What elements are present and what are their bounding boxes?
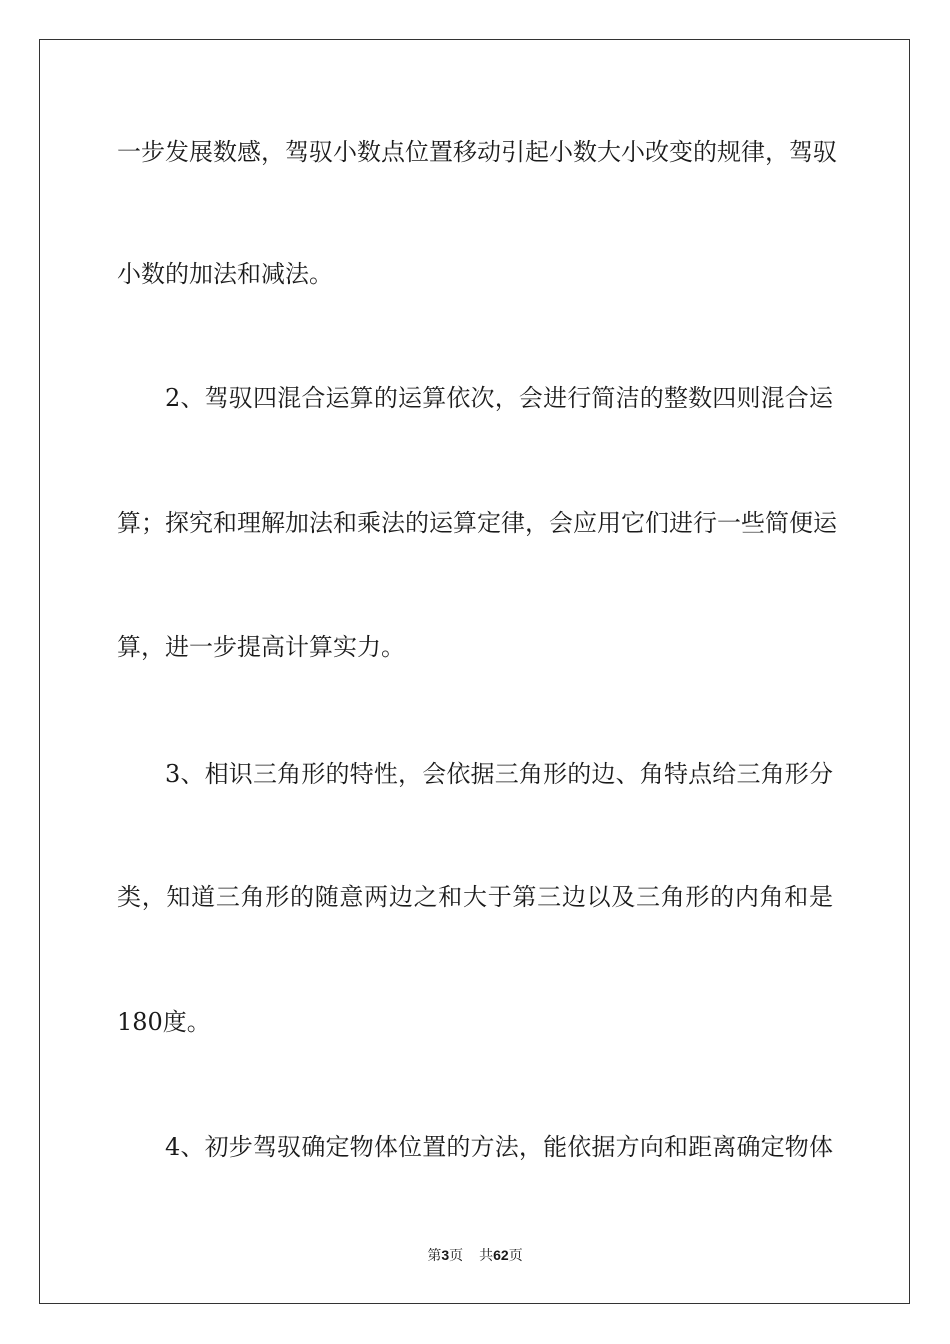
paragraph-line-9: 4、初步驾驭确定物体位置的方法，能依据方向和距离确定物体 [165, 1133, 833, 1161]
paragraph-line-5: 算，进一步提高计算实力。 [117, 633, 405, 661]
total-prefix: 共 [479, 1248, 494, 1264]
page-border [39, 39, 910, 1304]
paragraph-line-3: 2、驾驭四混合运算的运算依次，会进行简洁的整数四则混合运 [165, 384, 833, 412]
paragraph-line-1: 一步发展数感，驾驭小数点位置移动引起小数大小改变的规律，驾驭 [117, 138, 837, 166]
paragraph-line-8: 180度。 [117, 1008, 211, 1036]
page-number: 3 [441, 1247, 450, 1263]
total-suffix: 页 [508, 1248, 523, 1264]
paragraph-line-4: 算；探究和理解加法和乘法的运算定律，会应用它们进行一些简便运 [117, 509, 837, 537]
page-footer [0, 1245, 950, 1266]
page-suffix: 页 [449, 1248, 464, 1264]
page-prefix: 第 [427, 1248, 442, 1264]
total-pages: 62 [493, 1247, 509, 1263]
paragraph-line-6: 3、相识三角形的特性，会依据三角形的边、角特点给三角形分 [165, 760, 833, 788]
paragraph-line-2: 小数的加法和减法。 [117, 260, 333, 288]
paragraph-line-7: 类，知道三角形的随意两边之和大于第三边以及三角形的内角和是 [117, 883, 833, 911]
